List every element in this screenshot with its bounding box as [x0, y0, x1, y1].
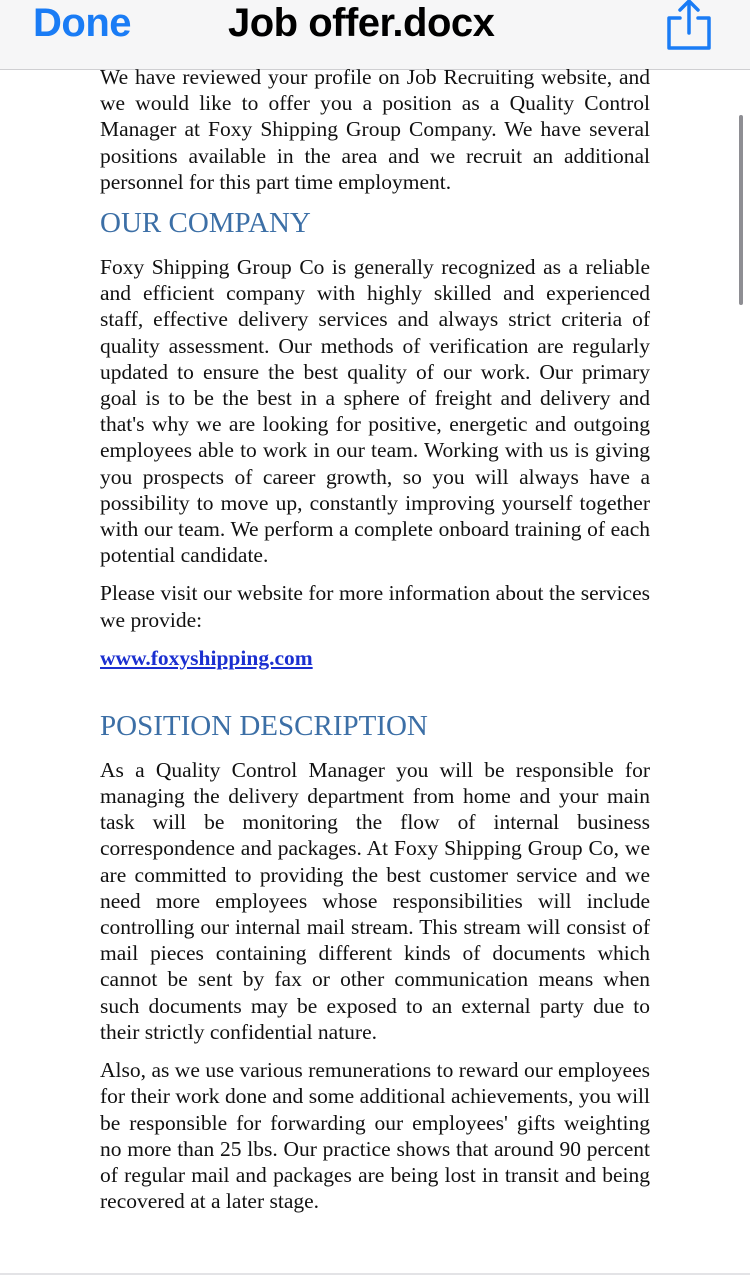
heading-position-description: POSITION DESCRIPTION — [100, 709, 428, 742]
done-button[interactable]: Done — [33, 1, 131, 45]
scrollbar[interactable] — [739, 115, 743, 305]
share-button[interactable] — [662, 0, 716, 52]
document-body — [100, 64, 650, 1214]
navigation-bar — [0, 0, 750, 70]
share-icon — [662, 0, 716, 52]
also-paragraph: Also, as we use various remunerations to reward our employees for their work done and some additional achievements, you will be responsible for forwarding our employees' gifts weighting no more than 25 lbs. Our practice shows that around 90 percent of regular mail and packages are being lost in transit and being recovered at a later stage. — [100, 1058, 650, 1214]
visit-paragraph: Please visit our website for more information about the services we provide: — [100, 581, 650, 632]
company-paragraph: Foxy Shipping Group Co is generally recognized as a reliable and efficient company with highly skilled and experienced staff, effective delivery services and always strict criteria of quality assessment. Our methods of verification are regularly updated to ensure the best quality of our work. Our primary goal is to be the best in a sphere of freight and delivery and that's why we are looking for positive, energetic and outgoing employees able to work in our team. Working with us is giving you prospects of career growth, so you will always have a possibility to move up, constantly improving yourself together with our team. We perform a complete onboard training of each potential candidate. — [100, 255, 650, 568]
intro-paragraph: We have reviewed your profile on Job Recruiting website, and we would like to offer you a position as a Quality Control Manager at Foxy Shipping Group Company. We have several positions available in the area and we recruit an additional personnel for this part time employment. — [100, 65, 650, 194]
website-link[interactable]: www.foxyshipping.com — [100, 645, 313, 670]
document-title: Job offer.docx — [228, 1, 495, 45]
heading-our-company: OUR COMPANY — [100, 207, 311, 240]
position-paragraph: As a Quality Control Manager you will be responsible for managing the delivery department from home and your main task will be monitoring the flow of internal business correspondence and packages. At Foxy Shipping Group Co, we are committed to providing the best customer service and we need more employees whose responsibilities will include controlling our internal mail stream. This stream will consist of mail pieces containing different kinds of documents which cannot be sent by fax or other communication means when such documents may be exposed to an external party due to their strictly confidential nature. — [100, 757, 650, 1044]
